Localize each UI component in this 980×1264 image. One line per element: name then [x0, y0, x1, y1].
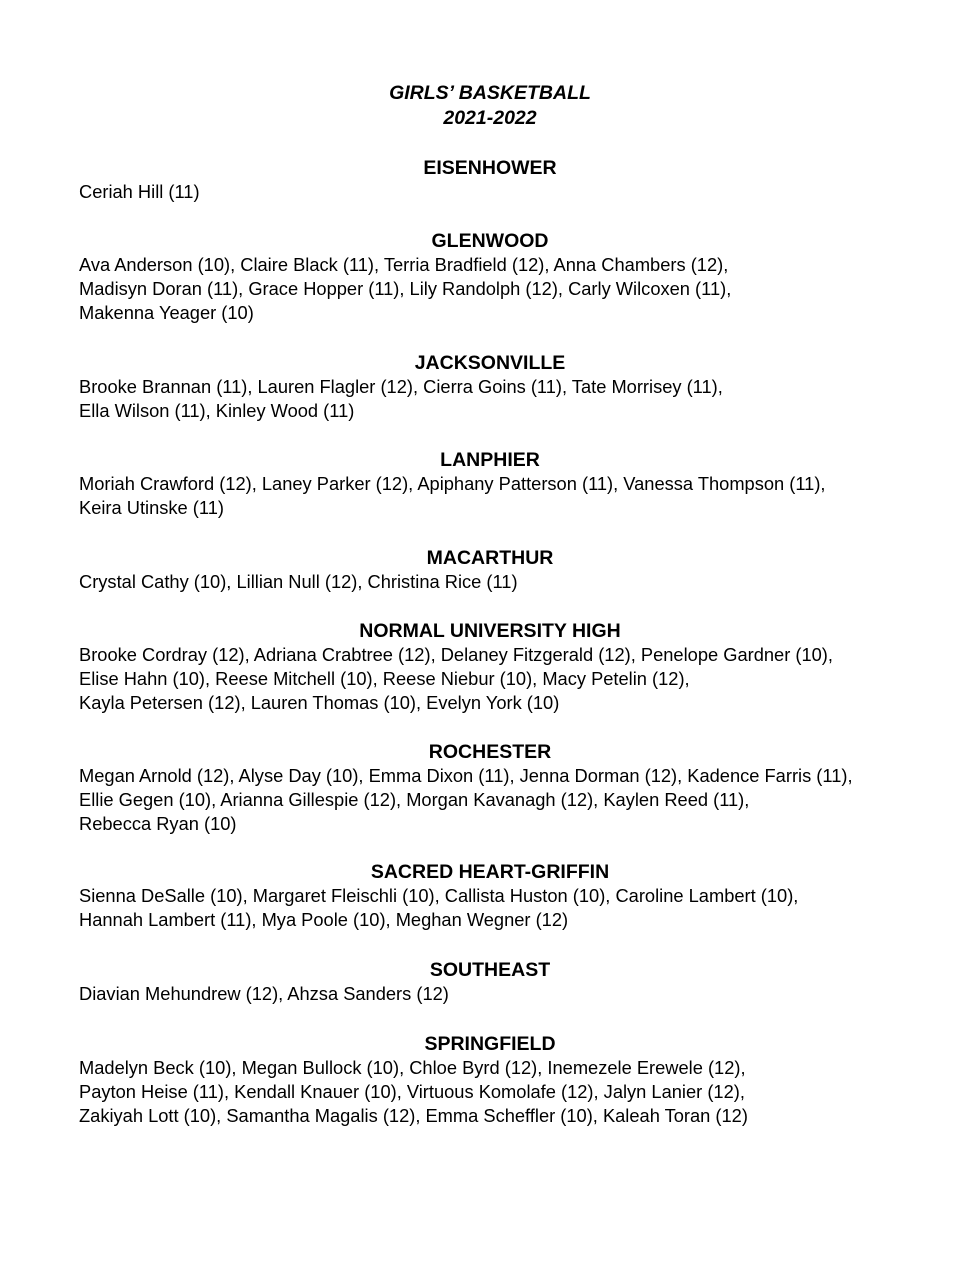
school-name: GLENWOOD [431, 230, 549, 252]
school-name: NORMAL UNIVERSITY HIGH [359, 620, 621, 642]
school-section [79, 860, 901, 932]
roster-line: Elise Hahn (10), Reese Mitchell (10), Reese Niebur (10), Macy Petelin (12), [79, 668, 690, 689]
document-title: GIRLS’ BASKETBALL [389, 82, 591, 104]
school-section [79, 156, 901, 204]
school-section [79, 1032, 901, 1128]
school-section [79, 740, 901, 836]
roster-line: Makenna Yeager (10) [79, 302, 254, 323]
roster-line: Diavian Mehundrew (12), Ahzsa Sanders (12) [79, 983, 449, 1004]
school-name: JACKSONVILLE [414, 352, 566, 374]
school-name: MACARTHUR [426, 547, 554, 569]
roster-line: Crystal Cathy (10), Lillian Null (12), Christina Rice (11) [79, 571, 518, 592]
roster-line: Ella Wilson (11), Kinley Wood (11) [79, 400, 355, 421]
school-name: EISENHOWER [423, 157, 557, 179]
document-season: 2021-2022 [443, 107, 537, 129]
roster-line: Madisyn Doran (11), Grace Hopper (11), Lily Randolph (12), Carly Wilcoxen (11), [79, 278, 732, 299]
school-name: SPRINGFIELD [424, 1033, 556, 1055]
roster-line: Kayla Petersen (12), Lauren Thomas (10), Evelyn York (10) [79, 692, 560, 713]
roster-line: Sienna DeSalle (10), Margaret Fleischli (10), Callista Huston (10), Caroline Lambert (10), [79, 885, 799, 906]
roster-line: Ava Anderson (10), Claire Black (11), Terria Bradfield (12), Anna Chambers (12), [79, 254, 729, 275]
school-section [79, 619, 901, 715]
document-header [79, 81, 901, 131]
roster-line: Payton Heise (11), Kendall Knauer (10), Virtuous Komolafe (12), Jalyn Lanier (12), [79, 1081, 745, 1102]
roster-line: Ceriah Hill (11) [79, 181, 200, 202]
roster-line: Keira Utinske (11) [79, 497, 224, 518]
document-page [79, 81, 901, 1126]
roster-line: Ellie Gegen (10), Arianna Gillespie (12), Morgan Kavanagh (12), Kaylen Reed (11), [79, 789, 750, 810]
roster-line: Hannah Lambert (11), Mya Poole (10), Meghan Wegner (12) [79, 909, 569, 930]
school-section [79, 958, 901, 1006]
school-name: SACRED HEART-GRIFFIN [370, 861, 610, 883]
school-section [79, 448, 901, 520]
roster-line: Madelyn Beck (10), Megan Bullock (10), Chloe Byrd (12), Inemezele Erewele (12), [79, 1057, 746, 1078]
school-name: LANPHIER [440, 449, 540, 471]
school-section [79, 351, 901, 423]
roster-line: Zakiyah Lott (10), Samantha Magalis (12), Emma Scheffler (10), Kaleah Toran (12) [79, 1105, 748, 1126]
school-section [79, 229, 901, 325]
roster-line: Brooke Brannan (11), Lauren Flagler (12), Cierra Goins (11), Tate Morrisey (11), [79, 376, 723, 397]
school-name: SOUTHEAST [429, 959, 551, 981]
roster-line: Moriah Crawford (12), Laney Parker (12), Apiphany Patterson (11), Vanessa Thompson (11), [79, 473, 826, 494]
roster-line: Rebecca Ryan (10) [79, 813, 237, 834]
school-section [79, 546, 901, 594]
roster-line: Megan Arnold (12), Alyse Day (10), Emma Dixon (11), Jenna Dorman (12), Kadence Farris (11), [79, 765, 853, 786]
school-name: ROCHESTER [428, 741, 552, 763]
roster-line: Brooke Cordray (12), Adriana Crabtree (12), Delaney Fitzgerald (12), Penelope Gardner (10), [79, 644, 833, 665]
